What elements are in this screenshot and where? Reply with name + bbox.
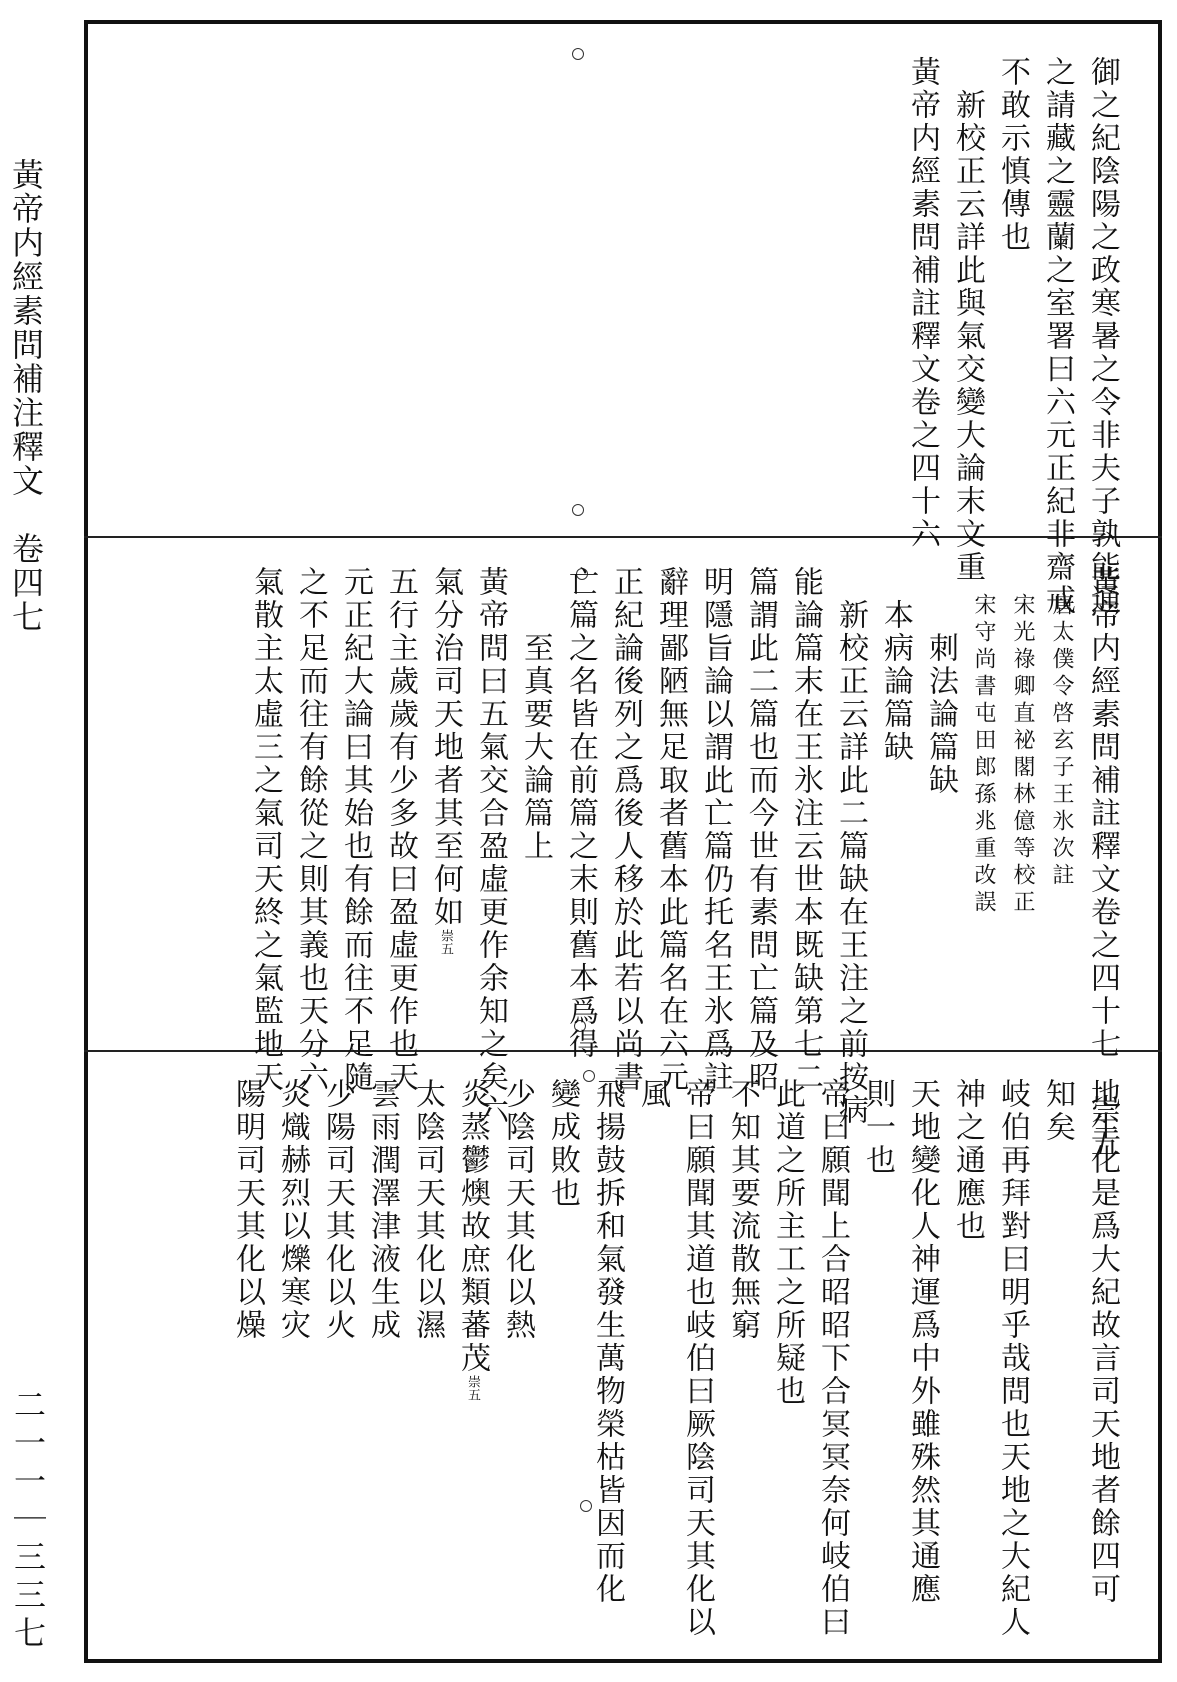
column-text: 飛揚鼓拆和氣發生萬物榮枯皆因而化 [590, 1078, 625, 1606]
text-column [383, 566, 418, 1160]
column-text: 太陰司天其化以濕 [410, 1078, 445, 1342]
text-column [770, 1078, 805, 1639]
text-column [293, 566, 328, 1160]
column-text: 宋光祿卿直祕閣林億等校正 [1010, 566, 1035, 917]
text-panel-bottom [117, 1078, 1120, 1639]
text-column [860, 1078, 895, 1639]
column-text: 此道之所主工之所疑也 [770, 1078, 805, 1408]
column-text: 變成敗也 [545, 1078, 580, 1210]
text-panel-middle [117, 566, 1120, 1160]
column-text: 新校正云詳此與氣交變大論末文重 [950, 56, 985, 584]
column-text: 正紀論後列之爲後人移於此若以尚書 [608, 566, 643, 1094]
text-column [500, 1078, 535, 1639]
column-text: 天地變化人神運爲中外雖殊然其通應 [905, 1078, 940, 1606]
column-text: 宋守尚書屯田郎孫兆重改誤 [971, 566, 996, 917]
column-text: 黃帝内經素問補註釋文卷之四十六 [905, 56, 940, 551]
text-column [970, 566, 994, 1160]
page-number: 二一一｜三三七 [9, 1388, 47, 1654]
text-column [1085, 56, 1120, 617]
column-note: 崇五 [465, 1375, 480, 1401]
column-text: 五行主歲歲有少多故曰盈虛更作也天 [383, 566, 418, 1094]
column-text: 少陽司天其化以火 [320, 1078, 355, 1342]
column-text: 篇謂此二篇也而今世有素問亡篇及昭 [743, 566, 778, 1094]
column-text: 辭理鄙陋無足取者舊本此篇名在六元 [653, 566, 688, 1094]
column-text: 風 [635, 1078, 670, 1111]
column-text: 陽明司天其化以燥 [230, 1078, 265, 1342]
column-text: 黃帝問曰五氣交合盈虛更作余知之矣六 [473, 566, 508, 1127]
column-text: 少陰司天其化以熱 [500, 1078, 535, 1342]
text-column [698, 566, 733, 1160]
text-panel-top [117, 56, 1120, 617]
text-column [275, 1078, 310, 1639]
column-text: 黃帝内經素問補註釋文卷之四十七 崇五 [1085, 566, 1120, 1160]
column-text: 之請藏之靈蘭之室署曰六元正紀非齋戒 [1040, 56, 1075, 617]
text-column [725, 1078, 760, 1639]
column-text: 不敢示慎傳也 [995, 56, 1030, 254]
column-text: 地生化是爲大紀故言司天地者餘四可 [1085, 1078, 1120, 1606]
text-column [563, 566, 598, 1160]
text-column [653, 566, 688, 1160]
text-column [1085, 566, 1120, 1160]
column-text: 刺法論篇缺 [923, 566, 958, 797]
text-column [788, 566, 823, 1160]
column-text: 新校正云詳此二篇缺在王注之前按病 [833, 566, 868, 1127]
text-column [1040, 1078, 1075, 1639]
text-column [743, 566, 778, 1160]
column-text: 元正紀大論曰其始也有餘而往不足隨 [338, 566, 373, 1094]
column-text: 唐太僕令啓玄子王氷次註 [1049, 566, 1074, 890]
text-column [473, 566, 508, 1160]
text-column [833, 566, 868, 1160]
column-text: 帝曰願聞其道也岐伯曰厥陰司天其化以 [680, 1078, 715, 1639]
text-column [590, 1078, 625, 1639]
column-text: 不知其要流散無窮 [725, 1078, 760, 1342]
column-text: 則一也 [860, 1078, 895, 1177]
column-text: 氣散主太虛三之氣司天終之氣監地天 [248, 566, 283, 1094]
column-text: 岐伯再拜對曰明乎哉問也天地之大紀人 [995, 1078, 1030, 1639]
column-text: 御之紀陰陽之政寒暑之令非夫子孰能通 [1085, 56, 1120, 617]
column-text: 能論篇末在王氷注云世本既缺第七二 [788, 566, 823, 1094]
column-text: 炎熾赫烈以爍寒灾 [275, 1078, 310, 1342]
text-column [518, 566, 553, 1160]
text-column [545, 1078, 580, 1639]
text-column [1048, 566, 1072, 1160]
text-column [320, 1078, 355, 1639]
column-text: 本病論篇缺 [878, 566, 913, 764]
text-column [905, 1078, 940, 1639]
column-note: 崇五 [438, 929, 453, 955]
text-column [608, 566, 643, 1160]
column-text: 明隱旨論以謂此亡篇仍托名王氷爲註 [698, 566, 733, 1094]
text-column [680, 1078, 715, 1639]
text-column [923, 566, 958, 1160]
text-column [365, 1078, 400, 1639]
column-text: 神之通應也 [950, 1078, 985, 1243]
column-text: 亡篇之名皆在前篇之末則舊本爲得 [563, 566, 598, 1061]
text-column [635, 1078, 670, 1639]
text-column [995, 1078, 1030, 1639]
text-column [338, 566, 373, 1160]
text-column [428, 566, 463, 1160]
text-column [995, 56, 1030, 617]
text-column [230, 1078, 265, 1639]
text-column [248, 566, 283, 1160]
column-text: 之不足而往有餘從之則其義也天分六 [293, 566, 328, 1094]
text-column [1085, 1078, 1120, 1639]
column-text: 炎蒸鬱燠故庶類蕃茂 [455, 1078, 490, 1375]
text-column [455, 1078, 490, 1639]
column-text: 帝曰願聞上合昭昭下合冥冥奈何岐伯曰 [815, 1078, 850, 1639]
margin-title: 黃帝内經素問補注釋文 卷四七 [7, 158, 45, 634]
text-column [950, 1078, 985, 1639]
text-column [905, 56, 940, 617]
text-column [878, 566, 913, 1160]
column-text: 知矣 [1040, 1078, 1075, 1144]
text-column [815, 1078, 850, 1639]
column-text: 至真要大論篇上 [518, 566, 553, 863]
text-column [410, 1078, 445, 1639]
text-column [950, 56, 985, 617]
text-column [1009, 566, 1033, 1160]
column-text: 雲雨潤澤津液生成 [365, 1078, 400, 1342]
column-text: 氣分治司天地者其至何如 [428, 566, 463, 929]
text-column [1040, 56, 1075, 617]
